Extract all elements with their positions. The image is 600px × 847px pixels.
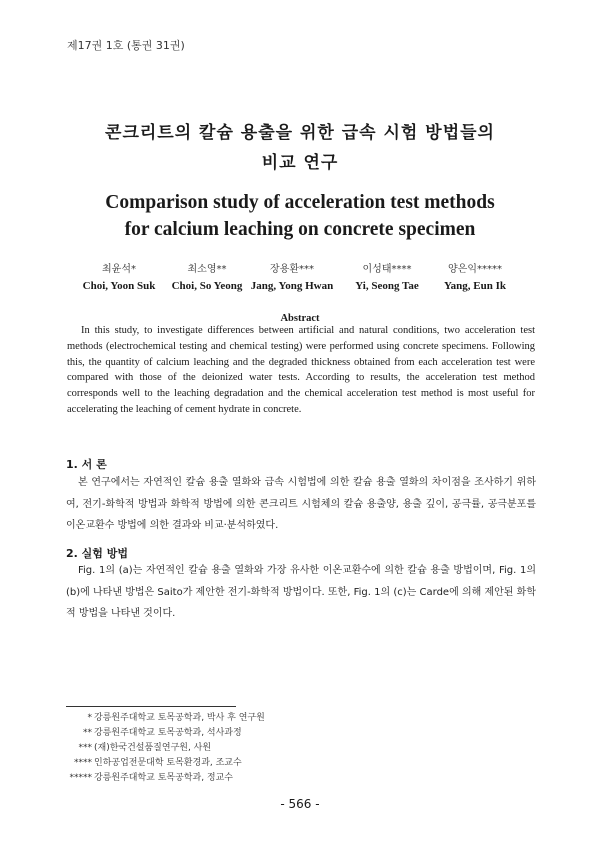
author-name-korean: 최소영**: [187, 264, 227, 275]
page-number: - 566 -: [280, 797, 320, 811]
author-name-english: Yi, Seong Tae: [355, 280, 419, 292]
footnote-text: 강릉원주대학교 토목공학과, 박사 후 연구원: [94, 713, 265, 723]
footnote-item: [66, 756, 366, 771]
section-text-introduction: 본 연구에서는 자연적인 칼슘 용출 열화와 급속 시험법에 의한 칼슘 용출 열화의 차이점을 조사하기 위하여, 전기-화학적 방법과 화학적 방법에 의한 콘크리트 시험체의 칼슘 용출양, 용출 깊이, 공극률, 공극분포를 이온교환수 방법에 의한 결과와 비교·분석하였다.: [66, 477, 536, 531]
footnote-list: [66, 711, 366, 786]
author-name-english: Jang, Yong Hwan: [250, 280, 334, 292]
footnote-divider: [66, 706, 236, 707]
footnote-item: [66, 726, 366, 741]
title-english-line-2: for calcium leaching on concrete specimen: [124, 219, 476, 240]
title-korean-line-2: 비교 연구: [261, 153, 339, 173]
footnote-mark: **: [83, 728, 92, 738]
section-heading-introduction: 1. 서 론: [66, 458, 107, 471]
author-name-korean: 최윤석*: [102, 264, 136, 275]
footnote-item: [66, 711, 366, 726]
author-name-korean: 이성태****: [362, 264, 412, 275]
footnote-text: 강릉원주대학교 토목공학과, 석사과정: [94, 728, 242, 738]
footnote-text: (재)한국건설품질연구원, 사원: [94, 743, 212, 753]
footnote-mark: *****: [69, 773, 92, 783]
section-heading-methods: 2. 실험 방법: [66, 547, 128, 560]
author-5: [415, 262, 535, 294]
footnote-mark: ***: [78, 743, 92, 753]
author-name-korean: 양은익*****: [448, 264, 502, 275]
abstract-heading: Abstract: [280, 313, 320, 324]
author-name-english: Choi, So Yeong: [171, 280, 243, 292]
author-name-english: Choi, Yoon Suk: [82, 280, 156, 292]
footnote-item: [66, 741, 366, 756]
footnote-text: 강릉원주대학교 토목공학과, 정교수: [94, 773, 233, 783]
journal-volume-header: 제17권 1호 (통권 31권): [67, 39, 185, 52]
footnote-text: 인하공업전문대학 토목환경과, 조교수: [94, 758, 242, 768]
abstract-text: In this study, to investigate differences between artificial and natural conditions, two acceleration test methods (electrochemical testing and chemical testing) were performed using concrete specimens. Following this, the quantity of calcium leaching and the degraded thickness obtained from each acceleration test were compared with those of the deionized water tests. According to results, the acceleration test method corresponds well to the leaching degradation and the chemical acceleration test method is most useful for accelerating the leaching of cement hydrate in concrete.: [67, 325, 535, 415]
author-name-english: Yang, Eun Ik: [443, 280, 507, 292]
footnote-mark: ****: [74, 758, 92, 768]
section-text-methods: Fig. 1의 (a)는 자연적인 칼슘 용출 열화와 가장 유사한 이온교환수에 의한 칼슘 용출 방법이며, Fig. 1의 (b)에 나타낸 방법은 Saito가 제안한 전기-화학적 방법이다. 또한, Fig. 1의 (c)는 Carde에 의해 제안된 화학적 방법을 나타낸 것이다.: [66, 565, 536, 619]
author-name-korean: 장용환***: [270, 264, 314, 275]
title-korean-line-1: 콘크리트의 칼슘 용출을 위한 급속 시험 방법들의: [105, 123, 495, 143]
footnote-item: [66, 771, 366, 786]
title-english-line-1: Comparison study of acceleration test methods: [105, 192, 495, 213]
footnote-mark: *: [87, 713, 92, 723]
